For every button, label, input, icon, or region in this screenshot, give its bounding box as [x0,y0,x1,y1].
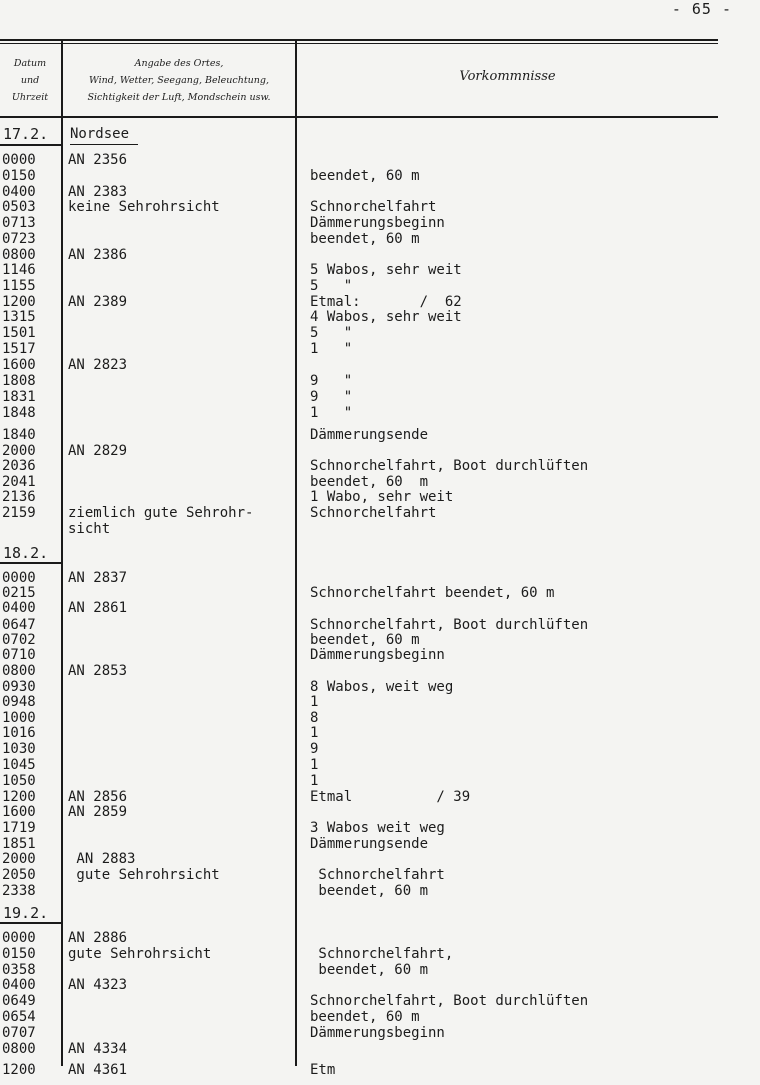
row-time: 1000 [2,710,36,726]
row-event: Dämmerungsbeginn [310,647,445,663]
row-event: 4 Wabos, sehr weit [310,309,462,325]
row-time: 0150 [2,168,36,184]
row-event: Schnorchelfahrt beendet, 60 m [310,585,555,601]
row-event: Schnorchelfahrt, Boot durchlüften [310,458,589,474]
row-time: 2159 [2,505,36,521]
row-time: 1315 [2,309,36,325]
row-time: 1517 [2,341,36,357]
section-underline-17-2 [0,144,61,146]
row-time: 1719 [2,820,36,836]
row-place: AN 2859 [68,804,128,820]
row-event: beendet, 60 m [310,231,420,247]
row-time: 0707 [2,1025,36,1041]
column-divider-1 [61,41,63,1066]
row-place: AN 2386 [68,247,128,263]
row-time: 1200 [2,789,36,805]
row-event: Schnorchelfahrt [310,867,445,883]
row-event: Etmal / 39 [310,789,471,805]
header-bottom-rule [0,116,718,118]
row-time: 0710 [2,647,36,663]
row-event: 1 Wabo, sehr weit [310,489,454,505]
row-time: 0150 [2,946,36,962]
row-time: 0702 [2,632,36,648]
row-event: 8 [310,710,319,726]
header-col1-line-2: und [20,75,40,86]
header-col2-line-1: Angabe des Ortes, [134,58,224,69]
row-event: 5 " [310,325,353,341]
row-time: 0800 [2,663,36,679]
row-time: 0400 [2,600,36,616]
row-event: 1 [310,725,319,741]
row-event: Dämmerungsende [310,836,429,852]
row-event: Schnorchelfahrt, Boot durchlüften [310,617,589,633]
row-event: beendet, 60 m [310,1009,420,1025]
row-place: AN 2861 [68,600,128,616]
header-col1-line-1: Datum [13,58,47,69]
row-place: AN 2829 [68,443,128,459]
row-event: beendet, 60 m [310,632,420,648]
row-place: AN 4334 [68,1041,128,1057]
row-place: gute Sehrohrsicht [68,867,220,883]
header-col1-line-3: Uhrzeit [11,92,49,103]
row-time: 2000 [2,851,36,867]
row-time: 1050 [2,773,36,789]
row-event: beendet, 60 m [310,962,429,978]
row-event: 9 [310,741,319,757]
row-event: 1 [310,757,319,773]
row-event: Dämmerungsbeginn [310,1025,445,1041]
row-time: 2041 [2,474,36,490]
row-event: beendet, 60 m [310,168,420,184]
column-divider-2 [295,41,297,1066]
row-place: AN 4323 [68,977,128,993]
row-time: 1030 [2,741,36,757]
header-col2-line-3: Sichtigkeit der Luft, Mondschein usw. [87,92,271,103]
sea-underline [70,144,138,145]
row-time: 0649 [2,993,36,1009]
row-event: Etmal: / 62 [310,294,462,310]
row-time: 1600 [2,804,36,820]
row-time: 2036 [2,458,36,474]
row-time: 0723 [2,231,36,247]
row-event: 3 Wabos weit weg [310,820,445,836]
top-rule [0,39,718,41]
section-sea-nordsee: Nordsee [70,126,130,142]
row-event: Schnorchelfahrt, [310,946,454,962]
row-time: 1501 [2,325,36,341]
row-time: 0503 [2,199,36,215]
row-event: Schnorchelfahrt [310,199,437,215]
section-date-18-2: 18.2. [3,544,49,562]
row-time: 0400 [2,184,36,200]
row-time: 0654 [2,1009,36,1025]
row-place: AN 2883 [68,851,136,867]
row-time: 0930 [2,679,36,695]
header-events [297,68,718,85]
row-time: 0647 [2,617,36,633]
section-underline-19-2 [0,922,61,924]
row-time: 1016 [2,725,36,741]
row-place: AN 2383 [68,184,128,200]
row-place: AN 2837 [68,570,128,586]
row-place: gute Sehrohrsicht [68,946,212,962]
row-time: 0215 [2,585,36,601]
row-event: Schnorchelfahrt [310,505,437,521]
row-place: AN 4361 [68,1062,128,1078]
row-event: 5 " [310,278,353,294]
section-underline-18-2 [0,562,61,564]
row-event: 8 Wabos, weit weg [310,679,454,695]
row-time: 1155 [2,278,36,294]
row-event: 5 Wabos, sehr weit [310,262,462,278]
row-event: 1 " [310,341,353,357]
top-rule-2 [0,43,718,44]
header-col3: Vorkommnisse [459,69,556,84]
row-time: 1200 [2,1062,36,1078]
row-event: 9 " [310,389,353,405]
section-date-17-2: 17.2. [3,125,49,143]
row-time: 1808 [2,373,36,389]
row-event: beendet, 60 m [310,474,429,490]
row-place: AN 2853 [68,663,128,679]
row-place: AN 2823 [68,357,128,373]
row-time: 0000 [2,570,36,586]
row-time: 2136 [2,489,36,505]
header-date-time [0,55,60,106]
row-time: 1831 [2,389,36,405]
row-place: AN 2856 [68,789,128,805]
row-event: 1 " [310,405,353,421]
row-place: AN 2389 [68,294,128,310]
row-time: 1600 [2,357,36,373]
row-event: beendet, 60 m [310,883,429,899]
header-location [63,55,295,106]
row-event: 9 " [310,373,353,389]
header-col2-line-2: Wind, Wetter, Seegang, Beleuchtung, [89,75,269,86]
row-place: AN 2356 [68,152,128,168]
row-event: Schnorchelfahrt, Boot durchlüften [310,993,589,1009]
row-event: Etm [310,1062,336,1078]
row-place: AN 2886 [68,930,128,946]
row-time: 0358 [2,962,36,978]
row-time: 0948 [2,694,36,710]
row-time: 1146 [2,262,36,278]
row-event: Dämmerungsende [310,427,429,443]
section-date-19-2: 19.2. [3,904,49,922]
row-time: 1851 [2,836,36,852]
row-time: 1045 [2,757,36,773]
row-time: 1840 [2,427,36,443]
page-number: - 65 - [671,0,732,18]
row-event: 1 [310,773,319,789]
row-time: 1848 [2,405,36,421]
row-place: sicht [68,521,111,537]
row-time: 1200 [2,294,36,310]
row-time: 0000 [2,152,36,168]
row-time: 0800 [2,1041,36,1057]
row-event: Dämmerungsbeginn [310,215,445,231]
row-time: 0000 [2,930,36,946]
row-time: 0800 [2,247,36,263]
row-time: 2000 [2,443,36,459]
row-time: 2050 [2,867,36,883]
row-place: keine Sehrohrsicht [68,199,220,215]
row-event: 1 [310,694,319,710]
row-time: 0713 [2,215,36,231]
row-time: 0400 [2,977,36,993]
row-time: 2338 [2,883,36,899]
row-place: ziemlich gute Sehrohr- [68,505,254,521]
